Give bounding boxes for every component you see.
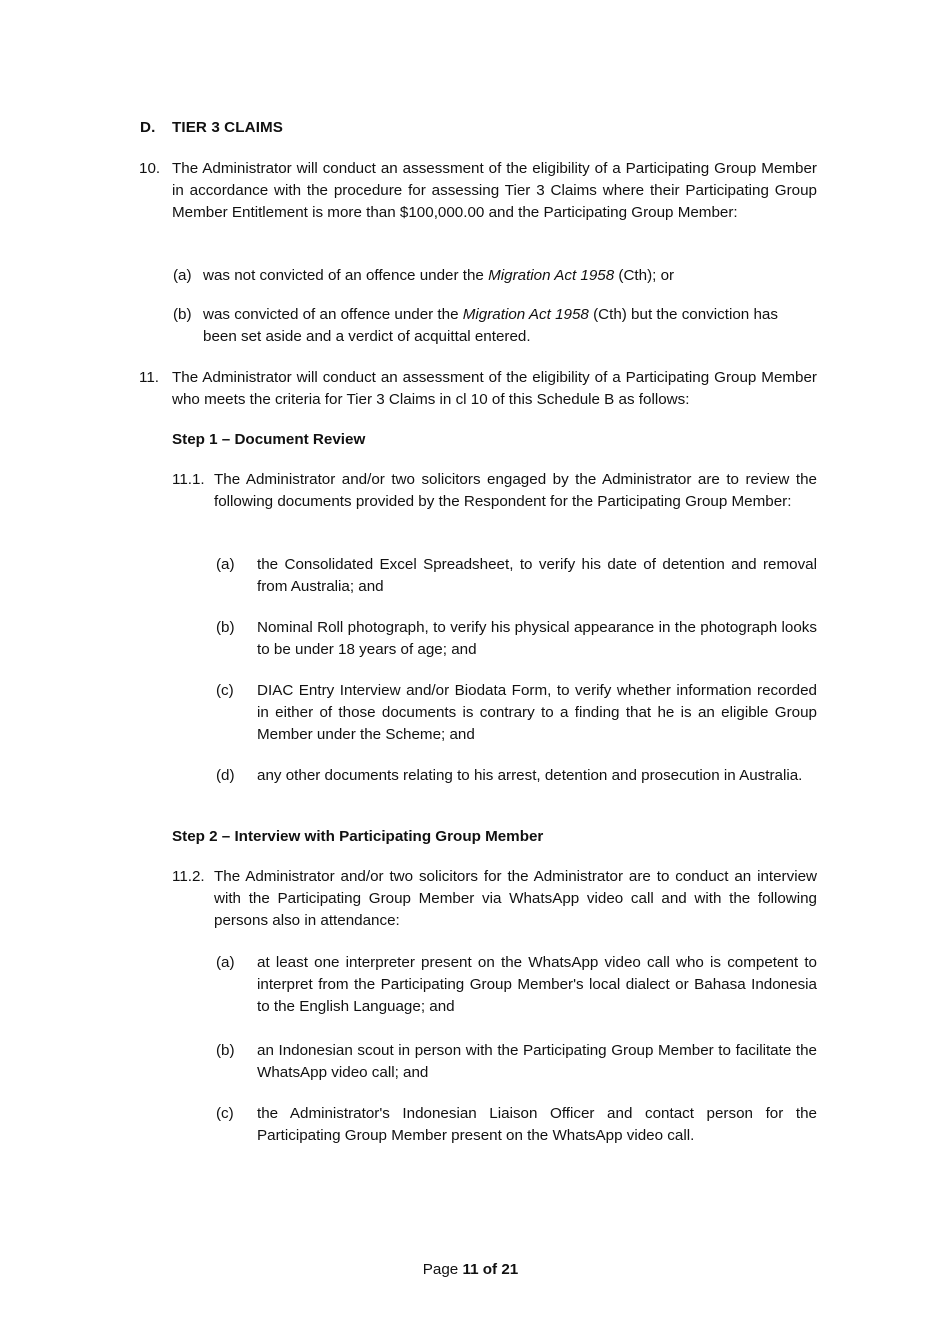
paragraph-11-2 (172, 866, 817, 932)
item-text-post: (Cth); or (614, 267, 675, 284)
section-heading (140, 119, 283, 136)
step-2-heading: Step 2 – Interview with Participating Group Member (172, 828, 544, 845)
paragraph-10 (139, 158, 817, 224)
item-text: DIAC Entry Interview and/or Biodata Form, to verify whether information recorded in either of those documents is contrary to a finding that he is an eligible Group Member under the Scheme; and (257, 682, 817, 743)
item-text-pre: was convicted of an offence under the (203, 306, 463, 323)
item-label: (c) (216, 1105, 234, 1122)
list-item-10a (173, 265, 817, 287)
section-letter: D. (140, 119, 156, 136)
paragraph-11-1 (172, 469, 817, 513)
step1-item-c (216, 680, 817, 746)
step2-item-b (216, 1040, 817, 1084)
paragraph-number: 11.1. (172, 471, 205, 488)
page-total: 21 (501, 1261, 519, 1278)
item-label: (b) (173, 306, 192, 323)
section-title: TIER 3 CLAIMS (172, 119, 283, 136)
step2-item-c (216, 1103, 817, 1147)
item-text: at least one interpreter present on the WhatsApp video call who is competent to interpret from the Participating Group Member's local dialect or Bahasa Indonesia to the English Language; and (257, 954, 817, 1015)
paragraph-number: 10. (139, 160, 161, 177)
page-current: 11 (462, 1261, 479, 1278)
act-title: Migration Act 1958 (488, 267, 615, 284)
paragraph-text: The Administrator will conduct an assessment of the eligibility of a Participating Group Member in accordance with the procedure for assessing Tier 3 Claims where their Participating Group Member Entitlement is more than $100,000.00 and the Participating Group Member: (172, 160, 817, 221)
paragraph-text: The Administrator and/or two solicitors for the Administrator are to conduct an interview with the Participating Group Member via WhatsApp video call and with the following persons also in attendance: (214, 868, 817, 929)
paragraph-number: 11.2. (172, 868, 205, 885)
list-item-10b (173, 304, 801, 348)
paragraph-text: The Administrator will conduct an assessment of the eligibility of a Participating Group Member who meets the criteria for Tier 3 Claims in cl 10 of this Schedule B as follows: (172, 369, 817, 408)
item-label: (b) (216, 1042, 235, 1059)
act-title: Migration Act 1958 (462, 306, 589, 323)
step1-item-d (216, 765, 817, 787)
item-text-post: (Cth) but the conviction has been set aside and a verdict of acquittal entered. (203, 306, 778, 345)
page-of: of (478, 1261, 502, 1278)
item-text: the Consolidated Excel Spreadsheet, to verify his date of detention and removal from Australia; and (257, 556, 817, 595)
item-label: (a) (173, 267, 192, 284)
item-text-pre: was not convicted of an offence under the (203, 267, 489, 284)
item-text: the Administrator's Indonesian Liaison Officer and contact person for the Participating Group Member present on the WhatsApp video call. (257, 1105, 817, 1144)
item-text: Nominal Roll photograph, to verify his physical appearance in the photograph looks to be under 18 years of age; and (257, 619, 817, 658)
page-prefix: Page (422, 1261, 463, 1278)
step-1-heading: Step 1 – Document Review (172, 431, 366, 448)
step1-item-a (216, 554, 817, 598)
item-label: (b) (216, 619, 235, 636)
paragraph-11 (139, 367, 817, 411)
item-label: (c) (216, 682, 234, 699)
item-text: an Indonesian scout in person with the Participating Group Member to facilitate the WhatsApp video call; and (257, 1042, 817, 1081)
page-footer (0, 1261, 941, 1278)
item-label: (d) (216, 767, 235, 784)
item-label: (a) (216, 954, 235, 971)
item-text: any other documents relating to his arrest, detention and prosecution in Australia. (257, 767, 803, 784)
step2-item-a (216, 952, 817, 1018)
paragraph-number: 11. (139, 369, 159, 386)
item-label: (a) (216, 556, 235, 573)
paragraph-text: The Administrator and/or two solicitors engaged by the Administrator are to review the following documents provided by the Respondent for the Participating Group Member: (214, 471, 817, 510)
step1-item-b (216, 617, 817, 661)
